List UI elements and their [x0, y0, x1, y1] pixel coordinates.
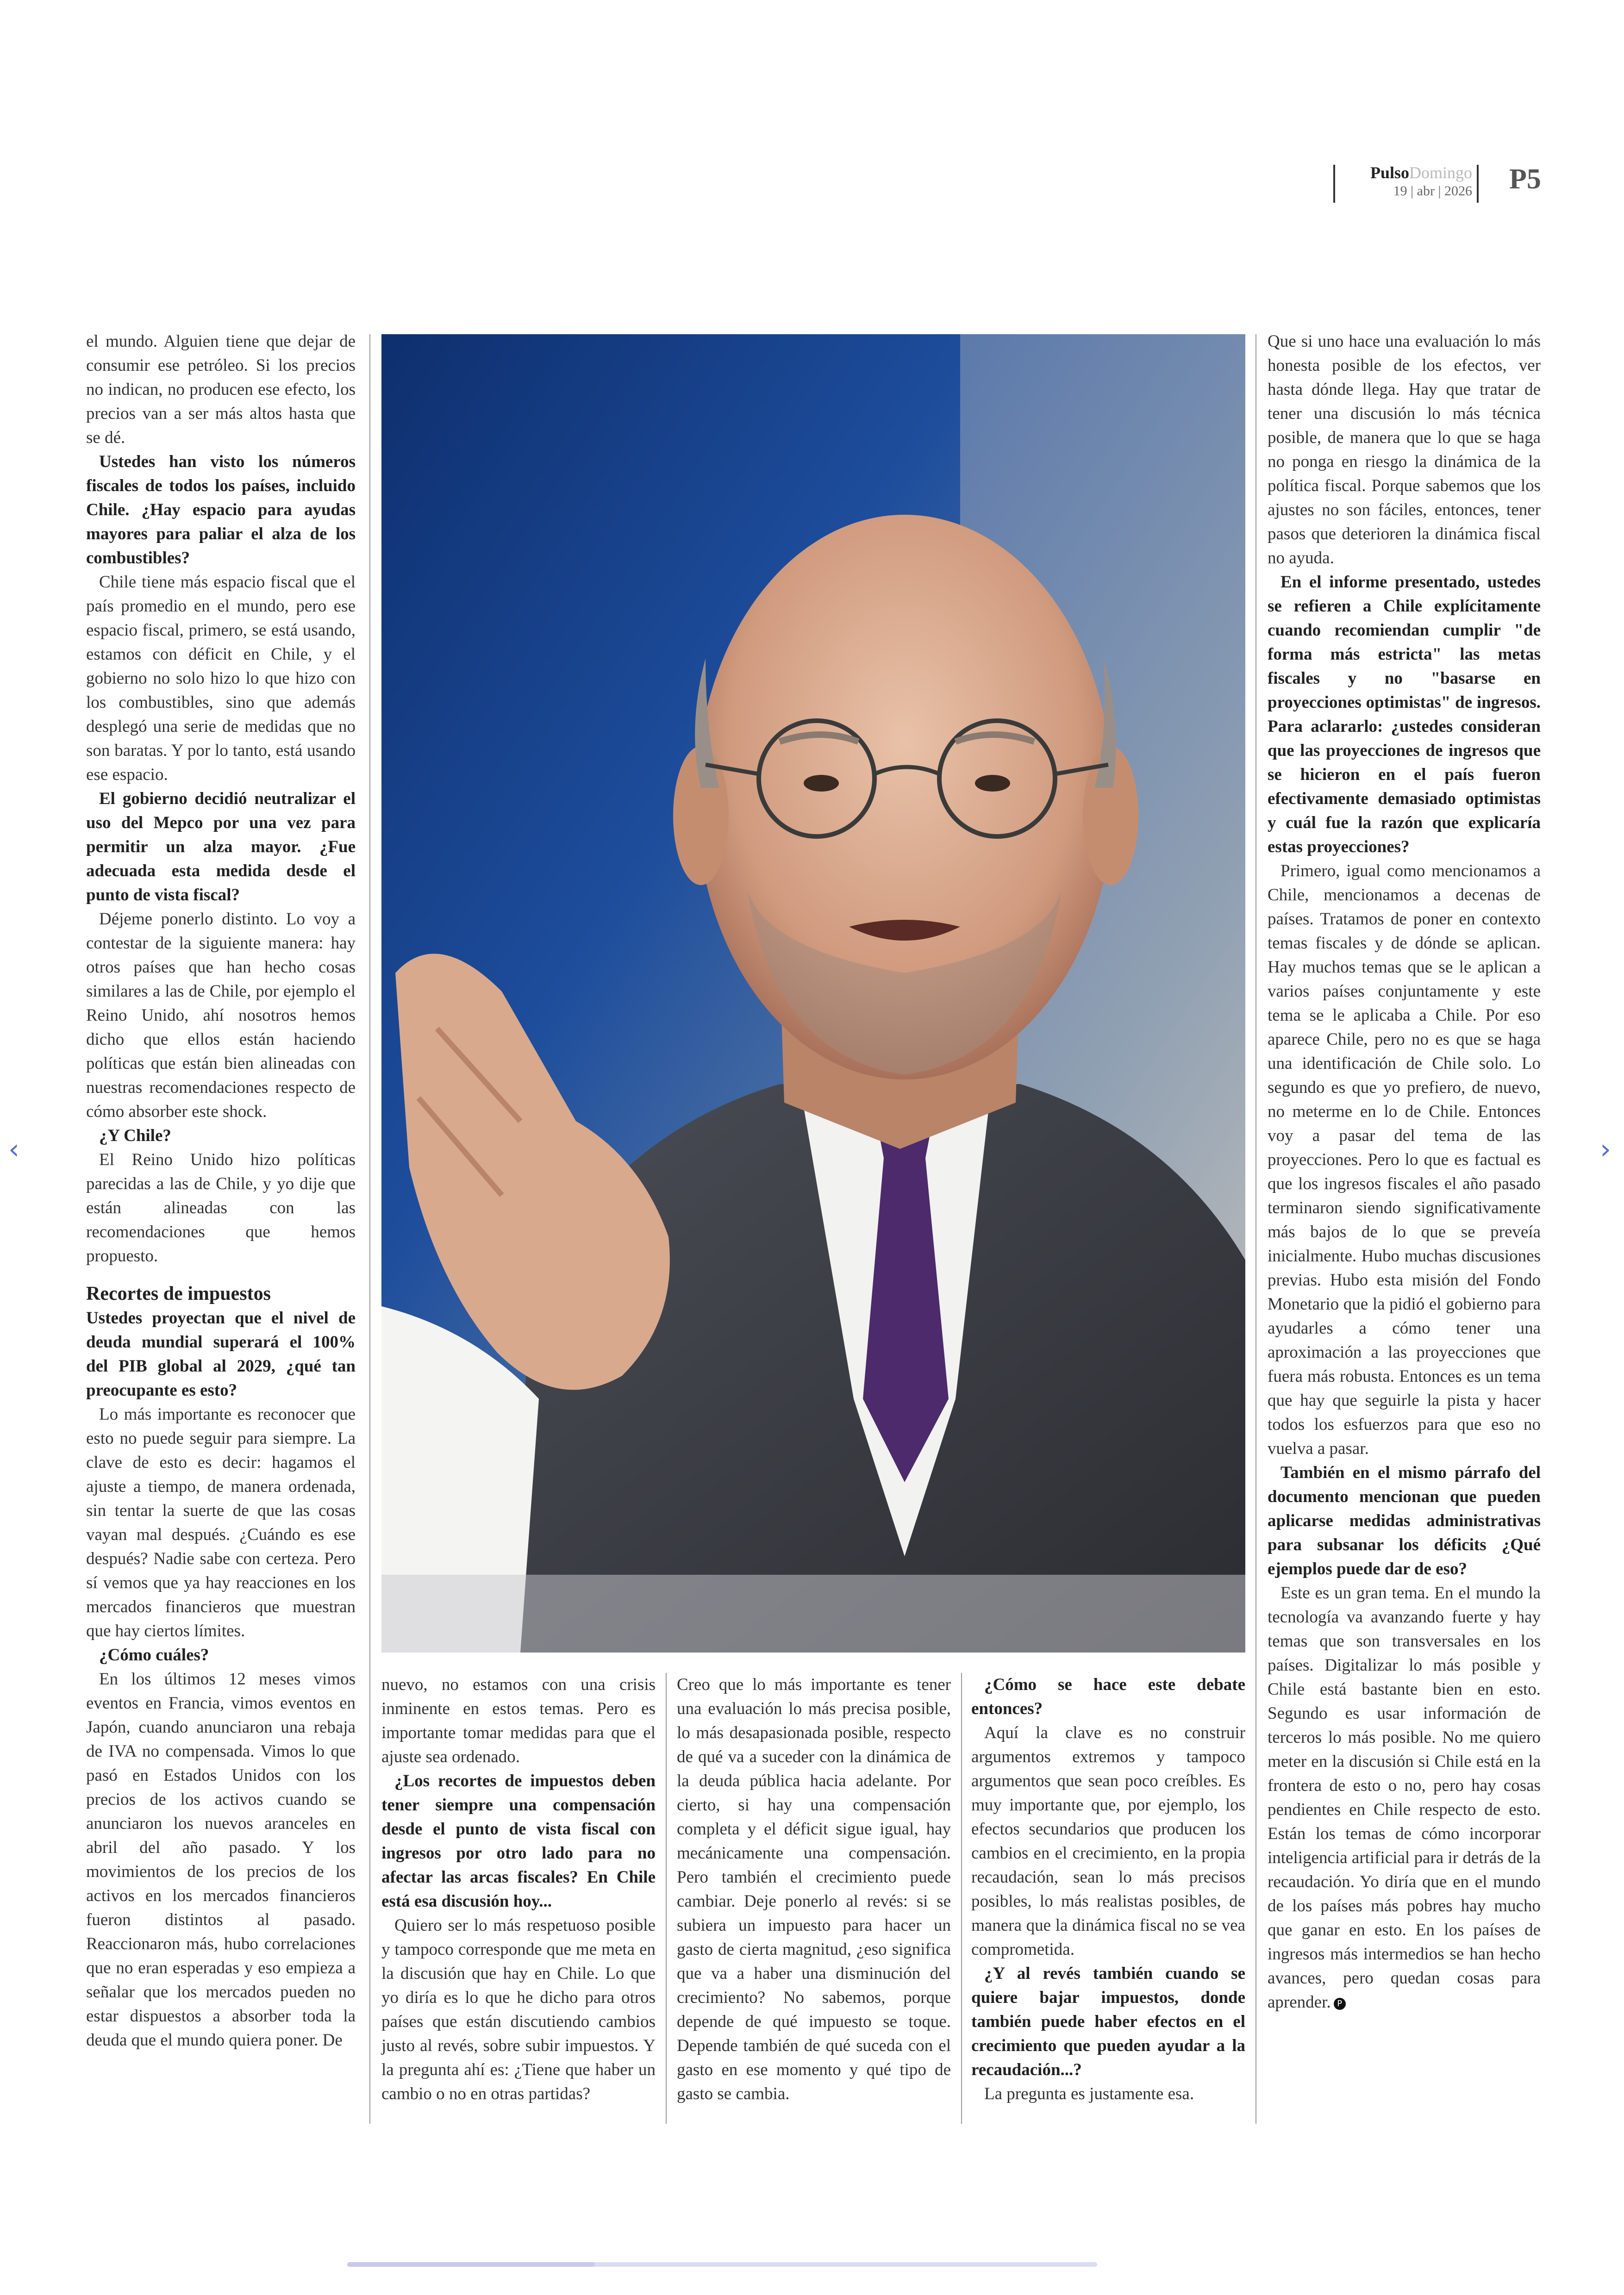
interview-question: El gobierno decidió neutralizar el uso del Mepco por una vez para permitir un alza mayor. ¿Fue adecuada esta medida desde el punto de vista fiscal? — [86, 789, 356, 904]
paragraph: Déjeme ponerlo distinto. Lo voy a contestar de la siguiente manera: hay otros países que han hecho cosas similares a las de Chile, por ejemplo el Reino Unido, ahí nosotros hemos dicho que ellos están haciendo políticas que están bien alineadas con nuestras recomendaciones respecto de cómo absorber este shock. — [86, 910, 356, 1121]
page-number: P5 — [1509, 163, 1541, 195]
paragraph: Chile tiene más espacio fiscal que el país promedio en el mundo, pero ese espacio fiscal, primero, se está usando, estamos con déficit en Chile, y el gobierno no solo hizo lo que hizo con los combustibles, sino que además desplegó una serie de medidas que no son baratas. Y por lo tanto, está usando ese espacio. — [86, 573, 356, 784]
paragraph: nuevo, no estamos con una crisis inminente en estos temas. Pero es importante tomar medidas para que el ajuste sea ordenado. — [381, 1675, 656, 1766]
article-column-5 — [1268, 330, 1541, 2014]
reading-progress-bar[interactable] — [347, 2262, 1097, 2267]
paragraph: El Reino Unido hizo políticas parecidas a las de Chile, y yo dije que están alineadas con las recomendaciones que hemos propuesto. — [86, 1150, 356, 1266]
header-divider — [1477, 165, 1479, 203]
article-column-3 — [677, 1673, 951, 2106]
paragraph: Aquí la clave es no construir argumentos extremos y tampoco argumentos que sean poco creíbles. Es muy importante que, por ejemplo, los efectos secundarios que producen los cambios en el crecimiento, en la propia recaudación, sean lo más precisos posibles, lo más realistas posibles, de manera que la dinámica fiscal no se vea comprometida. — [971, 1723, 1245, 1959]
paragraph: En los últimos 12 meses vimos eventos en Francia, vimos eventos en Japón, cuando anunciaron una rebaja de IVA no compensada. Vimos lo que pasó en Estados Unidos con los precios de los activos cuando se anunciaron los nuevos aranceles en abril del año pasado. Y los movimientos de los precios de los activos en los mercados financieros fueron distintos al pasado. Reaccionaron más, hubo correlaciones que no eran esperadas y eso empieza a señalar que los mercados pueden no estar dispuestos a absorber toda la deuda que el mundo quiera poner. De — [86, 1670, 356, 2050]
interviewee-photo — [381, 334, 1245, 1653]
issue-date: 19 | abr | 2026 — [1393, 183, 1472, 199]
paragraph: Quiero ser lo más respetuoso posible y tampoco corresponde que me meta en la discusión que hay en Chile. Lo que yo diría es lo que he dicho para otros países que están discutiendo cambios justo al revés, sobre subir impuestos. Y la pregunta ahí es: ¿Tiene que haber un cambio o no en otras partidas? — [381, 1916, 656, 2103]
article-column-1 — [86, 330, 356, 2052]
interview-question: Ustedes han visto los números fiscales de todos los países, incluido Chile. ¿Hay espacio para ayudas mayores para paliar el alza de los combustibles? — [86, 452, 356, 568]
column-rule — [666, 1673, 667, 2124]
paragraph: el mundo. Alguien tiene que dejar de consumir ese petróleo. Si los precios no indican, no producen ese efecto, los precios van a ser más altos hasta que se dé. — [86, 332, 356, 447]
paragraph-text: Este es un gran tema. En el mundo la tecnología va avanzando fuerte y hay temas que son transversales en los países. Digitalizar lo más posible y Chile está bastante bien en esto. Segundo es usar información de terceros lo más posible. No me quiero meter en la discusión si Chile está en la frontera de esto o no, pero hay cosas pendientes en Chile respecto de esto. Están los temas de cómo incorporar inteligencia artificial para ir detrás de la recaudación. Yo diría que en el mundo de los países más pobres hay mucho que ganar en esto. En los países de ingresos más intermedios se han hecho avances, pero quedan cosas para aprender. — [1268, 1584, 1541, 2012]
article-end-icon: P — [1334, 1998, 1346, 2010]
interview-question: En el informe presentado, ustedes se refieren a Chile explícitamente cuando recomiendan cumplir "de forma más estricta" las metas fiscales y no "basarse en proyecciones optimistas" de ingresos. Para aclararlo: ¿ustedes consideran que las proyecciones de ingresos que se hicieron en el país fueron efectivamente demasiado optimistas y cuál fue la razón que explicaría estas proyecciones? — [1268, 573, 1541, 856]
chevron-right-icon: › — [1600, 1133, 1611, 1166]
paragraph: La pregunta es justamente esa. — [984, 2084, 1194, 2103]
article-column-4 — [971, 1673, 1245, 2106]
chevron-left-icon: ‹ — [8, 1133, 19, 1166]
brand-light: Domingo — [1409, 163, 1472, 182]
interview-question: ¿Los recortes de impuestos deben tener siempre una compensación desde el punto de vista fiscal con ingresos por otro lado para no afectar las arcas fiscales? En Chile está esa discusión hoy... — [381, 1771, 656, 1911]
paragraph: Que si uno hace una evaluación lo más honesta posible de los efectos, ver hasta dónde llega. Hay que tratar de tener una discusión lo más técnica posible, de manera que lo que se haga no ponga en riesgo la dinámica de la política fiscal. Porque sabemos que los ajustes no son fáciles, entonces, tener pasos que deterioren la dinámica fiscal no ayuda. — [1268, 332, 1541, 568]
header-divider — [1333, 165, 1335, 203]
paragraph: Creo que lo más importante es tener una evaluación lo más precisa posible, lo más desapasionada posible, respecto de qué va a suceder con la dinámica de la deuda pública hacia adelante. Por cierto, si hay una compensación completa y el déficit sigue igual, hay mecánicamente una compensación. Pero también el crecimiento puede cambiar. Deje ponerlo al revés: si se subiera un impuesto para hacer un gasto de cierta magnitud, ¿eso significa que va a haber una disminución del crecimiento? No sabemos, porque depende de qué impuesto se toque. Depende también de qué suceda con el gasto en ese momento y qué tipo de gasto se cambia. — [677, 1675, 951, 2103]
interview-question: ¿Y Chile? — [99, 1126, 171, 1145]
column-rule — [369, 334, 370, 2124]
paragraph: Primero, igual como mencionamos a Chile, mencionamos a decenas de países. Tratamos de poner en contexto temas fiscales y de dónde se aplican. Hay muchos temas que se le aplican a varios países conjuntamente y este tema se le aplicaba a Chile. Por eso aparece Chile, pero no es que se haga una identificación de Chile solo. Lo segundo es que yo prefiero, de nuevo, no meterme en lo de Chile. Entonces voy a pasar del tema de las proyecciones. Pero lo que es factual es que los ingresos fiscales el año pasado terminaron siendo significativamente más bajos de lo que se preveía inicialmente. Hubo muchas discusiones previas. Hubo esta misión del Fondo Monetario que la pidió el gobierno para ayudarles a cómo tener una aproximación a las proyecciones que fuera más robusta. Entonces es un tema que hay que seguirle la pista y hacer todos los esfuerzos para que eso no vuelva a pasar. — [1268, 861, 1541, 1458]
interview-question: ¿Cómo se hace este debate entonces? — [971, 1675, 1245, 1718]
brand-strong: Pulso — [1370, 163, 1409, 182]
article-column-2 — [381, 1673, 656, 2106]
section-subheading: Recortes de impuestos — [86, 1283, 271, 1304]
next-page-button[interactable] — [1600, 1133, 1611, 1166]
reading-progress-fill — [347, 2262, 595, 2267]
column-rule — [1255, 334, 1256, 2124]
interview-question: También en el mismo párrafo del documento mencionan que pueden aplicarse medidas administrativas para subsanar los déficits ¿Qué ejemplos puede dar de eso? — [1268, 1463, 1541, 1578]
publication-brand — [1352, 163, 1472, 182]
column-rule — [961, 1673, 962, 2124]
previous-page-button[interactable] — [8, 1133, 19, 1166]
interview-question: Ustedes proyectan que el nivel de deuda mundial superará el 100% del PIB global al 2029, ¿qué tan preocupante es esto? — [86, 1309, 356, 1400]
interview-question: ¿Cómo cuáles? — [99, 1646, 209, 1665]
portrait-illustration — [381, 334, 1245, 1653]
interview-question: ¿Y al revés también cuando se quiere bajar impuestos, donde también puede haber efectos en el crecimiento que pueden ayudar a la recaudación...? — [971, 1964, 1245, 2079]
paragraph: Lo más importante es reconocer que esto no puede seguir para siempre. La clave de esto es decir: hagamos el ajuste a tiempo, de manera ordenada, sin tentar la suerte de que las cosas vayan mal después. ¿Cuándo es ese después? Nadie sabe con certeza. Pero sí vemos que ya hay reacciones en los mercados financieros que muestran que hay ciertos límites. — [86, 1405, 356, 1640]
paragraph — [1268, 1581, 1541, 2014]
